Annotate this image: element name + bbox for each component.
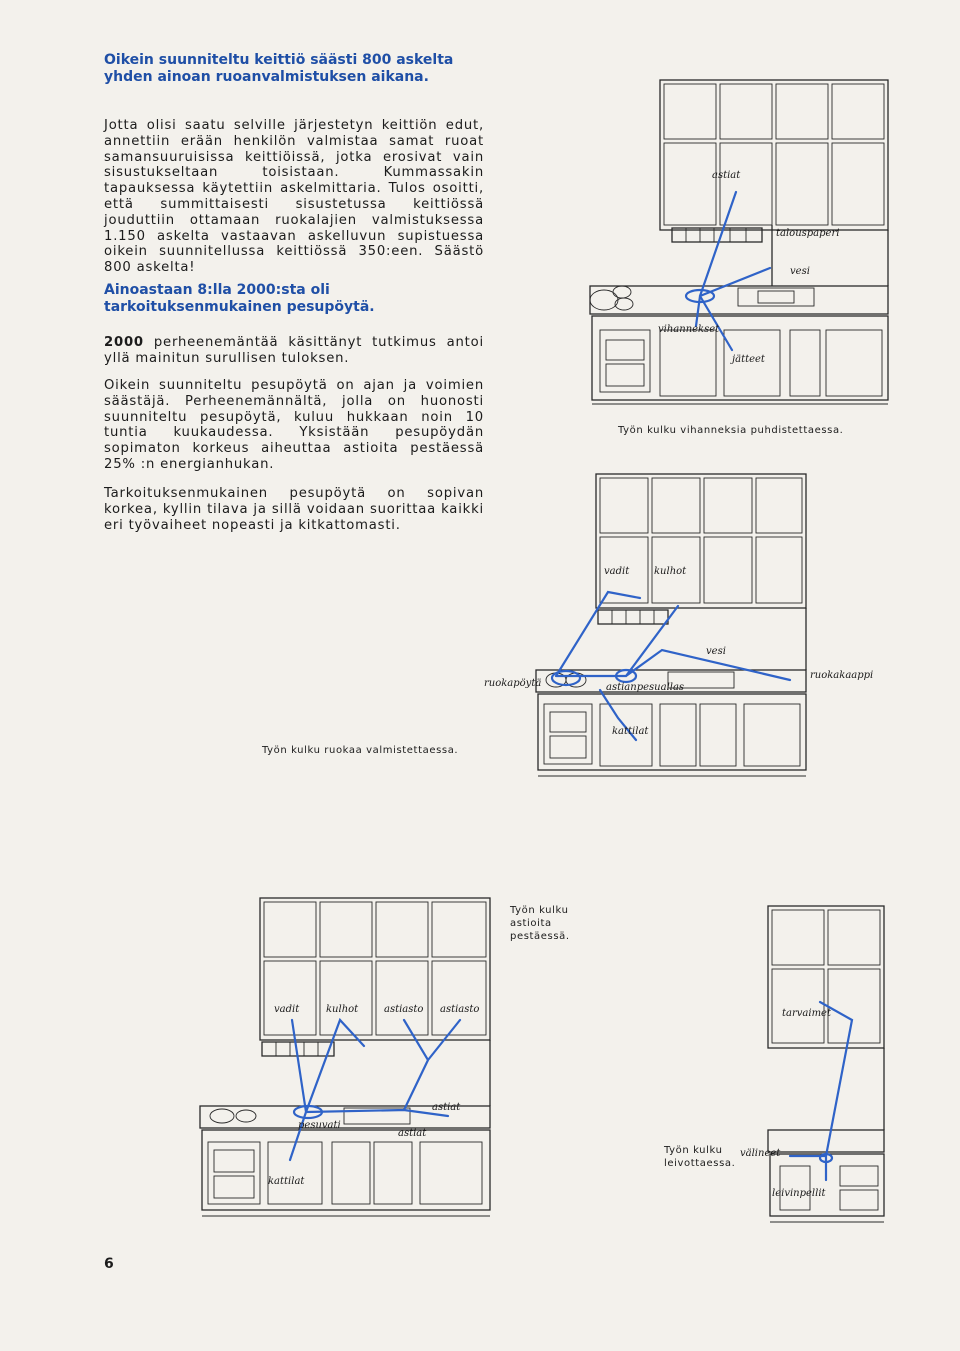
caption-baking-line-2: leivottaessa.: [664, 1158, 736, 1169]
caption-vegetables: Työn kulku vihanneksia puhdistettaessa.: [618, 425, 844, 436]
label-astiat-2: astiat: [432, 1102, 461, 1113]
label-astiasto-2: astiasto: [440, 1004, 480, 1015]
caption-dishwashing-line-2: astioita: [510, 918, 552, 929]
label-kattilat-1: kattilat: [612, 726, 649, 737]
label-ruokapoyta: ruokapöytä: [484, 678, 542, 689]
label-pesuvati: pesuvati: [298, 1120, 341, 1131]
study-count: 2000: [104, 335, 144, 350]
label-kulhot-1: kulhot: [654, 566, 687, 577]
caption-dishwashing-line-1: Työn kulku: [510, 905, 569, 916]
label-kulhot-2: kulhot: [326, 1004, 359, 1015]
caption-dishwashing-line-3: pestäessä.: [510, 931, 570, 942]
heading-line-2: yhden ainoan ruoanvalmistuksen aikana.: [104, 69, 429, 85]
label-vadit-2: vadit: [274, 1004, 300, 1015]
caption-cooking: Työn kulku ruokaa valmistettaessa.: [262, 745, 459, 756]
conclusion-paragraph: Tarkoituksenmukainen pesupöytä on sopivan korkea, kyllin tilava ja sillä voidaan suorittaa kaikki eri työvaiheet nopeasti ja kitkattomasti.: [104, 486, 484, 533]
subheading: Ainoastaan 8:lla 2000:sta oli tarkoituksenmukainen pesupöytä.: [104, 282, 375, 315]
study-text: perheenemäntää käsittänyt tutkimus antoi yllä mainitun surullisen tuloksen.: [104, 335, 484, 366]
label-astiat: astiat: [712, 170, 741, 181]
label-talouspaperi: talouspaperi: [776, 228, 840, 239]
label-valineet: välineet: [740, 1148, 781, 1159]
label-jatteet: jätteet: [732, 354, 765, 365]
diagram-cooking: [484, 474, 873, 776]
label-vihannekset: vihannekset: [658, 324, 720, 335]
heading-line-1: Oikein suunniteltu keittiö säästi 800 askelta: [104, 52, 454, 68]
intro-paragraph: Jotta olisi saatu selville järjestetyn keittiön edut, annettiin erään henkilön valmistaa samat ruoat samansuuruisissa keittiöissä, jotka erosivat vain sisustukseltaan toisistaan. Kummassakin tapauksessa käytettiin askelmittaria. Tulos osoitti, että summittaisesti sisustetussa keittiössä jouduttiin ottamaan ruokalajien valmistuksessa 1.150 askelta vastaavan askelluvun supistuessa oikein suunnitellussa keittiössä 350:een. Säästö 800 askelta!: [104, 118, 484, 276]
caption-baking-line-1: Työn kulku: [664, 1145, 723, 1156]
diagram-baking: [740, 906, 884, 1222]
diagram-vegetables: [590, 80, 888, 404]
label-ruokakaappi: ruokakaappi: [810, 670, 874, 681]
label-leivinpellit: leivinpellit: [772, 1188, 826, 1199]
page-number: 6: [104, 1256, 114, 1272]
diagram-dishwashing: [200, 898, 490, 1216]
label-astiasto-1: astiasto: [384, 1004, 424, 1015]
label-tarvaimet: tarvaimet: [782, 1008, 831, 1019]
label-astiat-3: astiat: [398, 1128, 427, 1139]
efficiency-paragraph: Oikein suunniteltu pesupöytä on ajan ja voimien säästäjä. Perheenemännältä, jolla on huonosti suunniteltu pesupöytä, kuluu hukkaan noin 10 tuntia kuukaudessa. Yksistään pesupöydän sopimaton korkeus aiheuttaa astioita pestäessä 25% :n energianhukan.: [104, 378, 484, 472]
label-vesi-2: vesi: [706, 646, 726, 657]
label-vesi-1: vesi: [790, 266, 810, 277]
label-astianpesuallas: astianpesuallas: [606, 682, 685, 693]
label-kattilat-2: kattilat: [268, 1176, 305, 1187]
label-vadit-1: vadit: [604, 566, 630, 577]
